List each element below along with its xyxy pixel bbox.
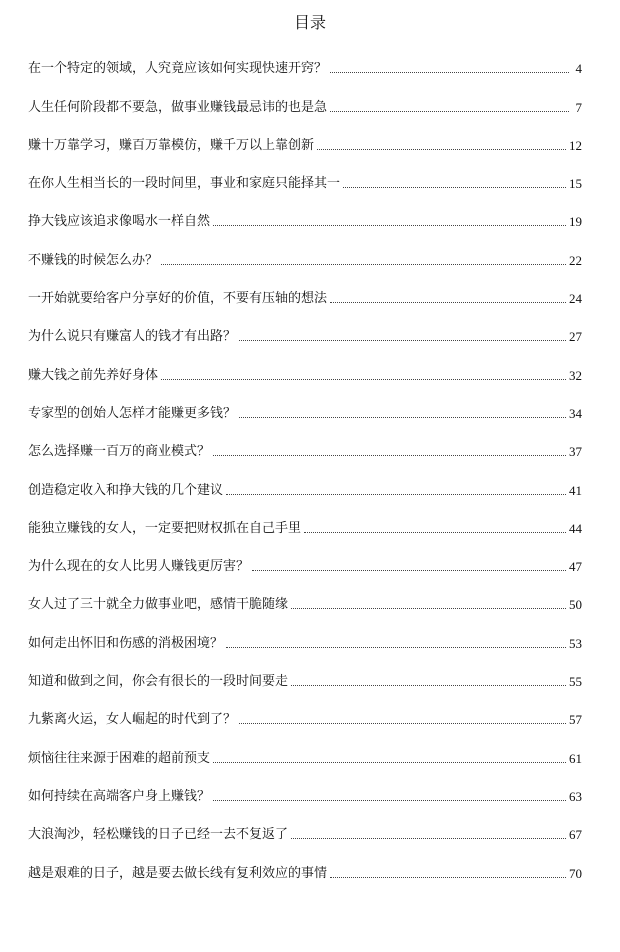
- dot-leader: [291, 685, 566, 686]
- toc-entry-title[interactable]: 不赚钱的时候怎么办？: [28, 252, 159, 268]
- toc-entry[interactable]: [28, 117, 582, 155]
- dot-leader: [330, 72, 569, 73]
- toc-page-number: 47: [569, 559, 582, 575]
- toc-page-number: 63: [569, 788, 582, 804]
- dot-leader: [252, 570, 566, 571]
- dot-leader: [213, 455, 566, 456]
- toc-entry-title[interactable]: 赚十万靠学习，赚百万靠模仿，赚千万以上靠创新: [28, 137, 315, 153]
- toc-entry[interactable]: [28, 193, 582, 231]
- toc-entry[interactable]: [28, 768, 582, 806]
- toc-entry[interactable]: [28, 538, 582, 576]
- toc-page-number: 50: [569, 597, 582, 613]
- toc-title: 目录: [293, 13, 326, 32]
- toc-page-number: 53: [569, 635, 582, 651]
- toc-page-number: 27: [569, 329, 582, 345]
- dot-leader: [291, 838, 566, 839]
- dot-leader: [226, 494, 566, 495]
- toc-entry-title[interactable]: 越是艰难的日子，越是要去做长线有复利效应的事情: [28, 865, 328, 881]
- toc-page-number: 67: [569, 827, 582, 843]
- toc-entry[interactable]: [28, 806, 582, 844]
- toc-page-number: 24: [569, 291, 582, 307]
- dot-leader: [239, 417, 566, 418]
- dot-leader: [213, 762, 566, 763]
- toc-entry-title[interactable]: 在你人生相当长的一段时间里，事业和家庭只能择其一: [28, 176, 341, 192]
- toc-page-number: 19: [569, 214, 582, 230]
- toc-entry[interactable]: [28, 653, 582, 691]
- dot-leader: [330, 111, 569, 112]
- dot-leader: [317, 149, 566, 150]
- toc-page-number: 32: [569, 367, 582, 383]
- toc-entry-title[interactable]: 人生任何阶段都不要急，做事业赚钱最忌讳的也是急: [28, 99, 328, 115]
- toc-page-number: 44: [569, 520, 582, 536]
- toc-page-number: 22: [569, 252, 582, 268]
- toc-page-number: 15: [569, 176, 582, 192]
- toc-entry[interactable]: [28, 78, 582, 116]
- toc-entry[interactable]: [28, 385, 582, 423]
- toc-entry-title[interactable]: 为什么说只有赚富人的钱才有出路？: [28, 329, 237, 345]
- toc-entry[interactable]: [28, 461, 582, 499]
- dot-leader: [239, 340, 566, 341]
- toc-entry[interactable]: [28, 308, 582, 346]
- toc-page-number: 61: [569, 750, 582, 766]
- toc-page-number: 57: [569, 712, 582, 728]
- toc-entry[interactable]: [28, 231, 582, 269]
- toc-entry-title[interactable]: 烦恼往往来源于困难的超前预支: [28, 750, 211, 766]
- dot-leader: [161, 264, 566, 265]
- toc-entry-title[interactable]: 能独立赚钱的女人，一定要把财权抓在自己手里: [28, 520, 302, 536]
- toc-entry[interactable]: [28, 844, 582, 882]
- dot-leader: [213, 800, 566, 801]
- toc-page-number: 12: [569, 137, 582, 153]
- toc-page-number: 55: [569, 674, 582, 690]
- toc-entry[interactable]: [28, 270, 582, 308]
- toc-entry[interactable]: [28, 576, 582, 614]
- toc-entry-title[interactable]: 九紫离火运，女人崛起的时代到了？: [28, 712, 237, 728]
- toc-entry[interactable]: [28, 423, 582, 461]
- toc-entry[interactable]: [28, 500, 582, 538]
- dot-leader: [213, 225, 566, 226]
- toc-entry-title[interactable]: 在一个特定的领域，人究竟应该如何实现快速开窍？: [28, 61, 328, 77]
- toc-entry-title[interactable]: 为什么现在的女人比男人赚钱更厉害？: [28, 559, 250, 575]
- dot-leader: [330, 302, 566, 303]
- toc-entry[interactable]: [28, 691, 582, 729]
- dot-leader: [304, 532, 566, 533]
- dot-leader: [291, 608, 566, 609]
- toc-entry-title[interactable]: 知道和做到之间，你会有很长的一段时间要走: [28, 674, 289, 690]
- toc-page-number: 41: [569, 482, 582, 498]
- toc-page-number: 37: [569, 444, 582, 460]
- toc-entry[interactable]: [28, 346, 582, 384]
- toc-entry[interactable]: [28, 614, 582, 652]
- toc-entry-title[interactable]: 女人过了三十就全力做事业吧，感情干脆随缘: [28, 597, 289, 613]
- dot-leader: [330, 877, 566, 878]
- toc-entry-title[interactable]: 创造稳定收入和挣大钱的几个建议: [28, 482, 224, 498]
- toc-page-number: 7: [575, 99, 582, 115]
- dot-leader: [161, 379, 566, 380]
- toc-entry-title[interactable]: 挣大钱应该追求像喝水一样自然: [28, 214, 211, 230]
- toc-entry-title[interactable]: 如何持续在高端客户身上赚钱？: [28, 788, 211, 804]
- toc-entry-title[interactable]: 大浪淘沙，轻松赚钱的日子已经一去不复返了: [28, 827, 289, 843]
- toc-entry[interactable]: [28, 729, 582, 767]
- toc-page-number: 4: [575, 61, 582, 77]
- toc-page-number: 70: [569, 865, 582, 881]
- toc-entry-title[interactable]: 怎么选择赚一百万的商业模式？: [28, 444, 211, 460]
- toc-list: [28, 40, 582, 883]
- dot-leader: [226, 647, 566, 648]
- dot-leader: [239, 723, 566, 724]
- toc-page-number: 34: [569, 405, 582, 421]
- toc-entry-title[interactable]: 专家型的创始人怎样才能赚更多钱？: [28, 405, 237, 421]
- toc-entry[interactable]: [28, 40, 582, 78]
- toc-entry-title[interactable]: 赚大钱之前先养好身体: [28, 367, 159, 383]
- toc-entry[interactable]: [28, 155, 582, 193]
- dot-leader: [343, 187, 566, 188]
- toc-entry-title[interactable]: 如何走出怀旧和伤感的消极困境？: [28, 635, 224, 651]
- toc-entry-title[interactable]: 一开始就要给客户分享好的价值，不要有压轴的想法: [28, 291, 328, 307]
